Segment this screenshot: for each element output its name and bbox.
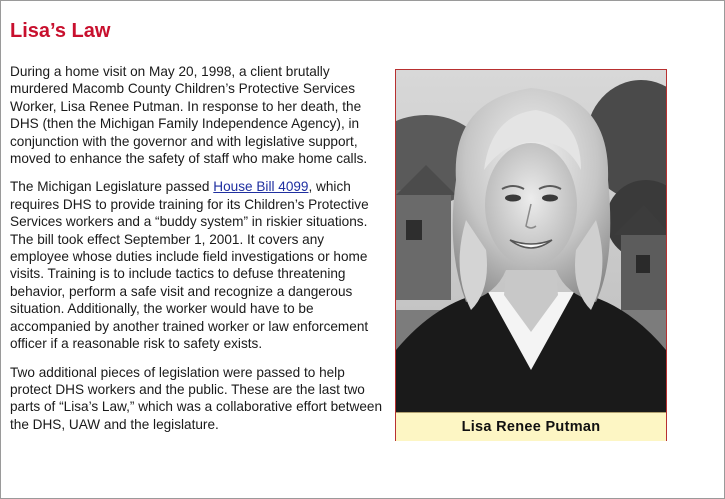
- portrait-photo: [396, 70, 666, 412]
- paragraph-2-intro: The Michigan Legislature passed: [10, 179, 214, 195]
- portrait-figure: [395, 69, 667, 441]
- paragraph-2: [10, 178, 382, 352]
- paragraph-1: During a home visit on May 20, 1998, a client brutally murdered Macomb County Children’s Protective Services Worker, Lisa Renee Putman. In response to her death, the DHS (then the Michigan Family Independence Agency), in conjunction with the governor and with legislative support, moved to enhance the safety of staff who make home calls.: [10, 64, 368, 167]
- article-body: [10, 63, 382, 444]
- paragraph-3: Two additional pieces of legislation were passed to help protect DHS workers and the public. These are the last two parts of “Lisa’s Law,” which was a collaborative effort between the DHS, UAW and the legislature.: [10, 364, 383, 432]
- paragraph-2-rest: , which requires DHS to provide training for its Children’s Protective Services workers and a “buddy system” in riskier situations. The bill took effect September 1, 2001. It covers any employee whose duties include field investigations or home visits. Training is to include tactics to defuse threatening behavior, perform a safe visit and recognize a dangerous situation. Additionally, the worker would have to be accompanied by another trained worker or law enforcement officer if a reasonable risk to safety exists.: [10, 179, 369, 352]
- page-title: Lisa’s Law: [10, 20, 111, 42]
- house-bill-4099-link[interactable]: House Bill 4099: [213, 179, 309, 195]
- photo-caption: Lisa Renee Putman: [396, 412, 666, 441]
